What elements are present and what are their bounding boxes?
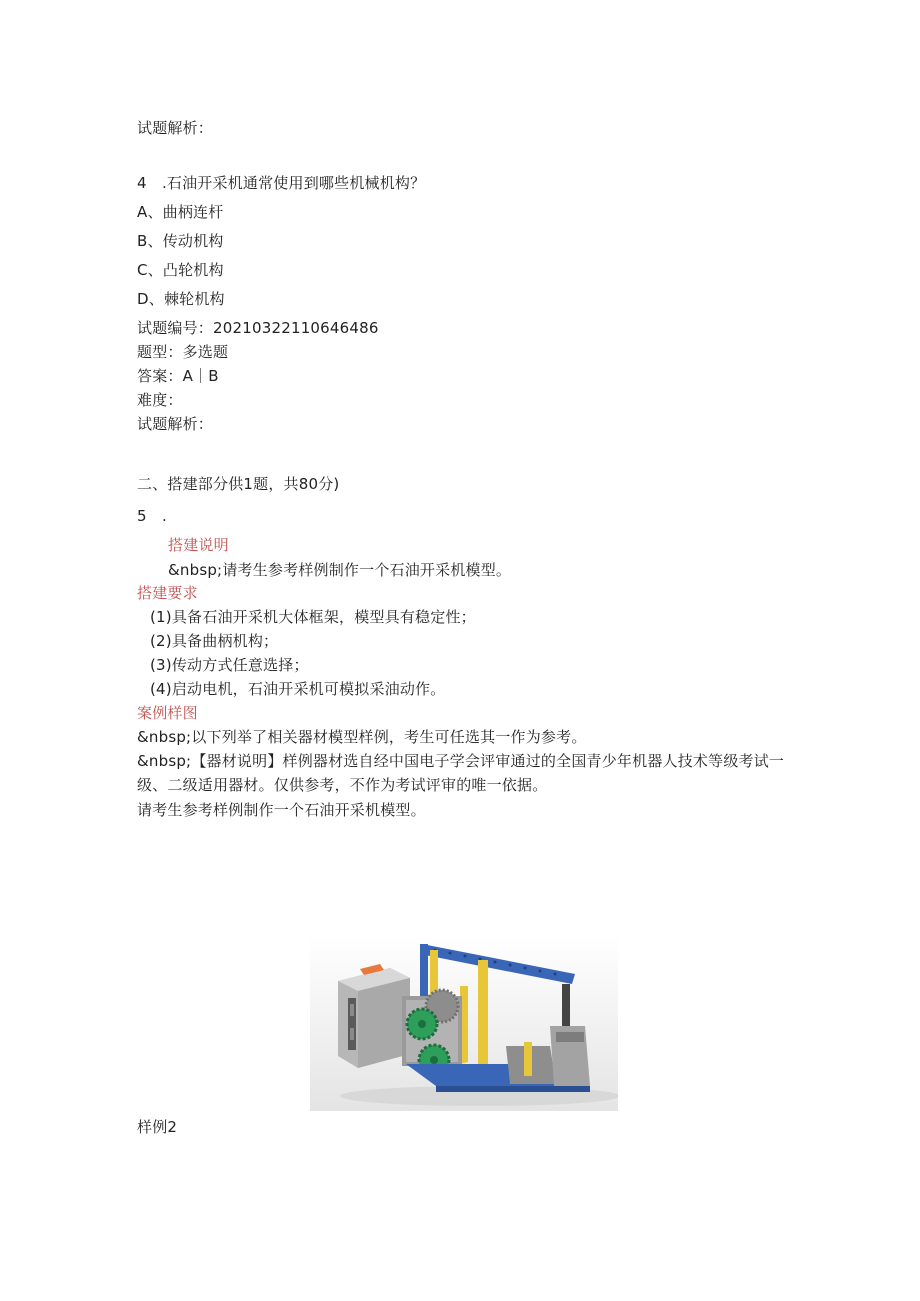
option-a: A、曲柄连杆 [137,203,224,221]
case-line-2: &nbsp;【器材说明】样例器材选自经中国电子学会评审通过的全国青少年机器人技术等级考试一 [137,752,785,770]
question-type: 题型：多选题 [137,343,229,361]
option-b: B、传动机构 [137,232,224,250]
question-analysis: 试题解析： [137,415,214,433]
build-requirements-heading: 搭建要求 [137,584,198,602]
question-5-number: 5 . [137,507,167,525]
build-description-heading: 搭建说明 [168,536,229,554]
option-d: D、棘轮机构 [137,290,225,308]
requirement-2: (2)具备曲柄机构； [150,632,279,650]
case-heading: 案例样图 [137,704,198,722]
analysis-label-top: 试题解析： [137,119,214,137]
requirement-4: (4)启动电机，石油开采机可模拟采油动作。 [150,680,446,698]
question-difficulty: 难度： [137,391,183,409]
question-4-stem: 4 .石油开采机通常使用到哪些机械机构？ [137,174,426,192]
question-answer: 答案：A｜B [137,367,219,385]
case-line-3: 级、二级适用器材。仅供参考，不作为考试评审的唯一依据。 [137,776,548,794]
oil-pump-model-photo [310,936,618,1111]
case-line-4: 请考生参考样例制作一个石油开采机模型。 [137,801,426,819]
option-c: C、凸轮机构 [137,261,224,279]
battery-box [338,964,410,1068]
requirement-3: (3)传动方式任意选择； [150,656,309,674]
requirement-1: (1)具备石油开采机大体框架，模型具有稳定性； [150,608,476,626]
case-line-1: &nbsp;以下列举了相关器材模型样例，考生可任选其一作为参考。 [137,728,587,746]
figure-caption: 样例2 [137,1118,178,1136]
question-id: 试题编号：20210322110646486 [137,319,379,337]
build-description-text: &nbsp;请考生参考样例制作一个石油开采机模型。 [168,561,512,579]
section-2-heading: 二、搭建部分供1题，共80分) [137,475,340,493]
